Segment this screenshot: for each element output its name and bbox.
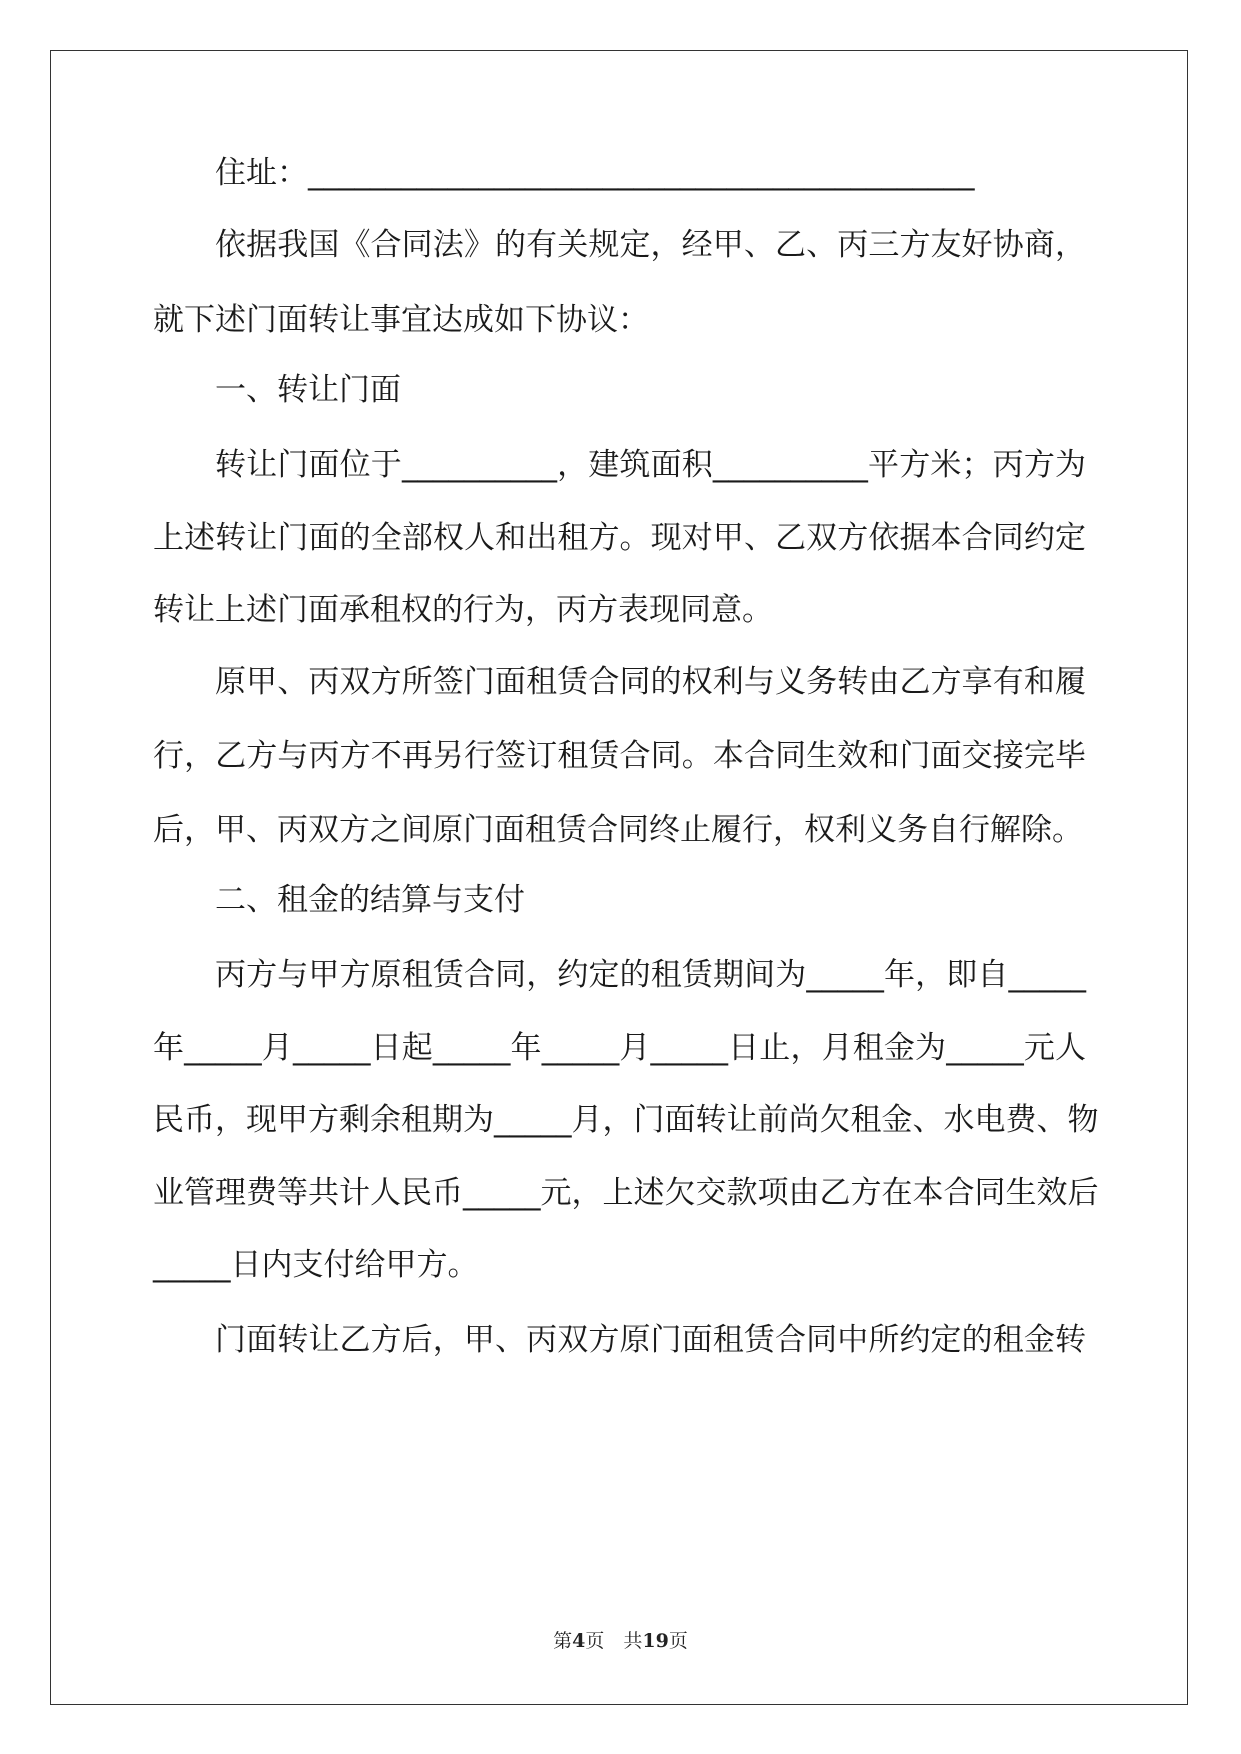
page-number-footer: [0, 1626, 1241, 1653]
footer-suffix: 页: [668, 1630, 688, 1652]
paragraph-line: 转让上述门面承租权的行为，丙方表现同意。: [153, 592, 773, 628]
section-heading: 一、转让门面: [215, 372, 401, 408]
paragraph-line: 就下述门面转让事宜达成如下协议：: [153, 302, 649, 338]
paragraph-line: 行，乙方与丙方不再另行签订租赁合同。本合同生效和门面交接完毕: [153, 738, 1086, 774]
paragraph-line: 后，甲、丙双方之间原门面租赁合同终止履行，权利义务自行解除。: [153, 812, 1083, 848]
paragraph-line: 原甲、丙双方所签门面租赁合同的权利与义务转由乙方享有和履: [215, 664, 1086, 700]
paragraph-line: 年_____月_____日起_____年_____月_____日止，月租金为_____元人: [153, 1030, 1086, 1066]
footer-mid: 页 共: [585, 1630, 643, 1652]
paragraph-line: 上述转让门面的全部权人和出租方。现对甲、乙双方依据本合同约定: [153, 520, 1086, 556]
current-page-number: 4: [572, 1630, 586, 1652]
section-heading: 二、租金的结算与支付: [215, 882, 525, 918]
paragraph-line: 业管理费等共计人民币_____元，上述欠交款项由乙方在本合同生效后: [153, 1175, 1099, 1211]
paragraph-line: 丙方与甲方原租赁合同，约定的租赁期间为_____年，即自_____: [215, 957, 1086, 993]
footer-prefix: 第: [553, 1630, 573, 1652]
paragraph-line: 门面转让乙方后，甲、丙双方原门面租赁合同中所约定的租金转: [215, 1322, 1086, 1358]
total-page-number: 19: [642, 1630, 669, 1652]
paragraph-line: 转让门面位于__________，建筑面积__________平方米；丙方为: [215, 447, 1086, 483]
address-line: 住址：___________________________________________: [215, 155, 975, 191]
paragraph-line: 依据我国《合同法》的有关规定，经甲、乙、丙三方友好协商，: [215, 227, 1086, 263]
page-border: [50, 50, 1188, 1705]
paragraph-line: _____日内支付给甲方。: [153, 1247, 479, 1283]
paragraph-line: 民币，现甲方剩余租期为_____月，门面转让前尚欠租金、水电费、物: [153, 1102, 1099, 1138]
